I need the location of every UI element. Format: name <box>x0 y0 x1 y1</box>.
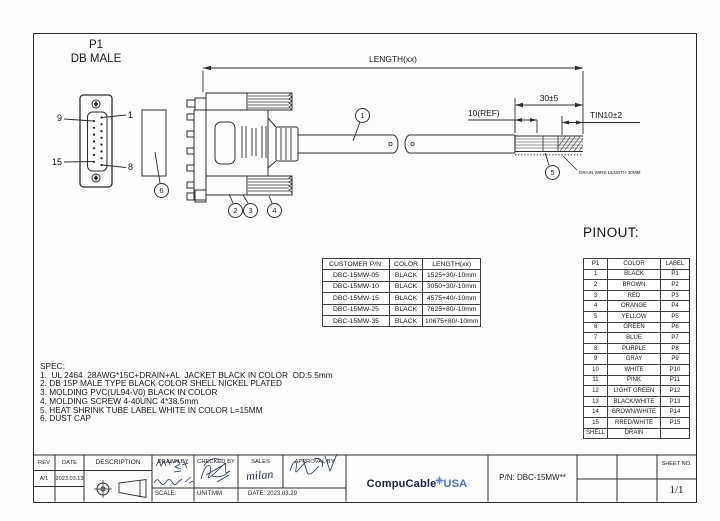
table-row <box>584 259 690 270</box>
titleblock-checkedby-header: CHECKED BY <box>197 458 235 465</box>
table-cell: BLACK <box>608 269 661 280</box>
table-cell: P11 <box>661 375 690 386</box>
table-cell: DRAIN <box>608 428 661 439</box>
table-cell: 13 <box>584 396 608 407</box>
table-cell: BLUE <box>608 333 661 344</box>
dim-length-label: LENGTH(xx) <box>369 54 417 64</box>
table-cell <box>661 428 690 439</box>
titleblock-scale-label: SCALE: <box>155 491 177 497</box>
table-cell: 7 <box>584 333 608 344</box>
table-cell: P1 <box>661 269 690 280</box>
table-cell: P4 <box>661 301 690 312</box>
table-cell: DBC-15MW-15 <box>323 293 390 304</box>
dim-tin-label: TIN10±2 <box>590 110 623 120</box>
table-row <box>584 396 690 407</box>
table-row <box>584 280 690 291</box>
compucable-logo <box>346 470 488 498</box>
table-cell: 3 <box>584 290 608 301</box>
table-row <box>584 301 690 312</box>
table-row <box>323 270 481 281</box>
table-row <box>584 290 690 301</box>
table-row <box>584 428 690 439</box>
table-row <box>584 333 690 344</box>
spec-line: 4. MOLDING SCREW 4-40UNC 4*38.5mm <box>40 395 199 406</box>
table-cell: P9 <box>661 354 690 365</box>
table-row <box>584 417 690 428</box>
table-cell: P13 <box>661 396 690 407</box>
spec-line: 1. UL 2464 28AWG*15C+DRAIN+AL JACKET BLACK IN COLOR OD:5.5mm <box>40 369 333 380</box>
table-cell: COLOR <box>608 259 661 270</box>
titleblock-drawnby-header: DRAWN BY <box>157 458 189 465</box>
table-cell: 1525+30/-10mm <box>423 270 481 281</box>
table-cell: COLOR <box>390 259 423 270</box>
table-cell: 8 <box>584 343 608 354</box>
titleblock-date-label: DATE: 2023.03.29 <box>248 491 297 497</box>
table-cell: P1 <box>584 259 608 270</box>
table-cell: 6 <box>584 322 608 333</box>
callout-1: 1 <box>355 108 370 123</box>
titleblock-unit-label: UNIT:MM <box>197 491 222 497</box>
table-cell: 7625+80/-10mm <box>423 304 481 315</box>
table-cell: 12 <box>584 386 608 397</box>
table-cell: BLACK <box>390 293 423 304</box>
drain-wire-note: DRAIN WIRE LENGTH 30MM <box>579 170 641 175</box>
table-cell: WHITE <box>608 364 661 375</box>
table-cell: PURPLE <box>608 343 661 354</box>
table-cell: P15 <box>661 417 690 428</box>
table-row <box>323 315 481 326</box>
spec-title: SPEC: <box>40 361 65 371</box>
table-cell: BLACK <box>390 304 423 315</box>
table-cell: DBC-15MW-05 <box>323 270 390 281</box>
spec-line: 2. DB 15P MALE TYPE BLACK COLOR SHELL NICKEL PLATED <box>40 378 282 389</box>
callout-4: 4 <box>267 203 282 218</box>
table-cell: P14 <box>661 407 690 418</box>
table-row <box>584 375 690 386</box>
table-cell: BLACK <box>390 281 423 292</box>
pin-label-9: 9 <box>56 113 62 123</box>
titleblock-date-header: DATE <box>61 459 78 466</box>
table-cell: YELLOW <box>608 311 661 322</box>
table-cell: BROWN <box>608 280 661 291</box>
table-cell: CUSTOMER P/N: <box>323 259 390 270</box>
pin-label-1: 1 <box>128 110 134 120</box>
callout-5: 5 <box>545 165 560 180</box>
table-cell: DBC-15MW-25 <box>323 304 390 315</box>
titleblock-sheetno-label: SHEET NO. <box>661 461 692 467</box>
table-row <box>323 293 481 304</box>
table-cell: 4 <box>584 301 608 312</box>
table-cell: 5 <box>584 311 608 322</box>
spec-line: 6. DUST CAP <box>40 413 92 424</box>
titleblock-sales-header: SALES <box>251 458 270 465</box>
connector-title-p1: P1 <box>88 39 104 51</box>
titleblock-approvalby-header: APPROVAL BY <box>294 458 335 465</box>
titleblock-rev-value: A/1 <box>39 475 49 482</box>
table-row <box>584 322 690 333</box>
dim-10ref-label: 10(REF) <box>468 108 500 118</box>
logo-sparkle-icon <box>435 476 444 485</box>
table-cell: 10 <box>584 364 608 375</box>
titleblock-pn: P/N: DBC-15MW** <box>499 472 566 482</box>
pin-label-8: 8 <box>128 162 134 172</box>
titleblock-rev-header: REV <box>38 459 50 466</box>
table-cell: BROWN/WHITE <box>608 407 661 418</box>
sales-signature: milan <box>245 466 274 484</box>
spec-section <box>40 362 333 423</box>
table-cell: LABEL <box>661 259 690 270</box>
table-cell: DBC-15MW-10 <box>323 281 390 292</box>
spec-line: 5. HEAT SHRINK TUBE LABEL WHITE IN COLOR L=15MM <box>40 404 263 415</box>
table-cell: P5 <box>661 311 690 322</box>
logo-text-usa: USA <box>443 478 468 490</box>
dust-cap-view <box>142 110 166 183</box>
spec-line: 3. MOLDING PVC(UL94-V0) BLACK IN COLOR <box>40 387 218 398</box>
table-cell: RED <box>608 290 661 301</box>
table-cell: 15 <box>584 417 608 428</box>
table-cell: ORANGE <box>608 301 661 312</box>
table-cell: GRAY <box>608 354 661 365</box>
table-cell: BLACK/WHITE <box>608 396 661 407</box>
table-cell: LIGHT GREEN <box>608 386 661 397</box>
logo-text-compucable: CompuCable <box>366 478 437 490</box>
callout-3: 3 <box>243 203 258 218</box>
customer-pn-table <box>322 258 481 327</box>
table-row <box>584 269 690 280</box>
table-cell: 4575+40/-10mm <box>423 293 481 304</box>
table-cell: LENGTH(xx) <box>423 259 481 270</box>
connector-title-dbmale: DB MALE <box>70 53 122 65</box>
table-cell: P2 <box>661 280 690 291</box>
table-row <box>323 304 481 315</box>
table-cell: 2 <box>584 280 608 291</box>
table-cell: 14 <box>584 407 608 418</box>
db15-side-view <box>187 93 298 203</box>
table-cell: PINK <box>608 375 661 386</box>
pin-dots <box>93 116 103 166</box>
callout-6: 6 <box>154 183 169 198</box>
table-row <box>584 343 690 354</box>
table-row <box>584 311 690 322</box>
pin-label-15: 15 <box>51 157 62 167</box>
table-cell: 1 <box>584 269 608 280</box>
db15-front-view <box>64 95 126 187</box>
table-cell: P10 <box>661 364 690 375</box>
table-cell: 11 <box>584 375 608 386</box>
table-cell: BLACK <box>390 270 423 281</box>
table-row <box>323 259 481 270</box>
table-row <box>584 407 690 418</box>
dim-30-label: 30±5 <box>539 93 559 103</box>
table-cell: 10675+80/-10mm <box>423 315 481 326</box>
cable <box>298 135 515 153</box>
table-cell: P3 <box>661 290 690 301</box>
titleblock-sheetno-value: 1/1 <box>669 484 684 496</box>
table-cell: P7 <box>661 333 690 344</box>
pinout-title: PINOUT: <box>583 225 640 240</box>
table-cell: BLACK <box>390 315 423 326</box>
table-row <box>584 386 690 397</box>
table-cell: P6 <box>661 322 690 333</box>
table-row <box>323 281 481 292</box>
titleblock-date-value: 2023.03.13 <box>55 475 84 482</box>
pinout-table <box>583 258 690 439</box>
table-row <box>584 364 690 375</box>
titleblock-description-header: DESCRIPTION <box>95 459 141 466</box>
callout-2: 2 <box>228 203 243 218</box>
table-cell: 3050+30/-10mm <box>423 281 481 292</box>
table-cell: P8 <box>661 343 690 354</box>
table-cell: DBC-15MW-35 <box>323 315 390 326</box>
table-cell: RRED/WHITE <box>608 417 661 428</box>
table-cell: GREEN <box>608 322 661 333</box>
table-cell: P12 <box>661 386 690 397</box>
table-cell: SHELL <box>584 428 608 439</box>
table-row <box>584 354 690 365</box>
dimension-lines <box>203 66 640 141</box>
table-cell: 9 <box>584 354 608 365</box>
